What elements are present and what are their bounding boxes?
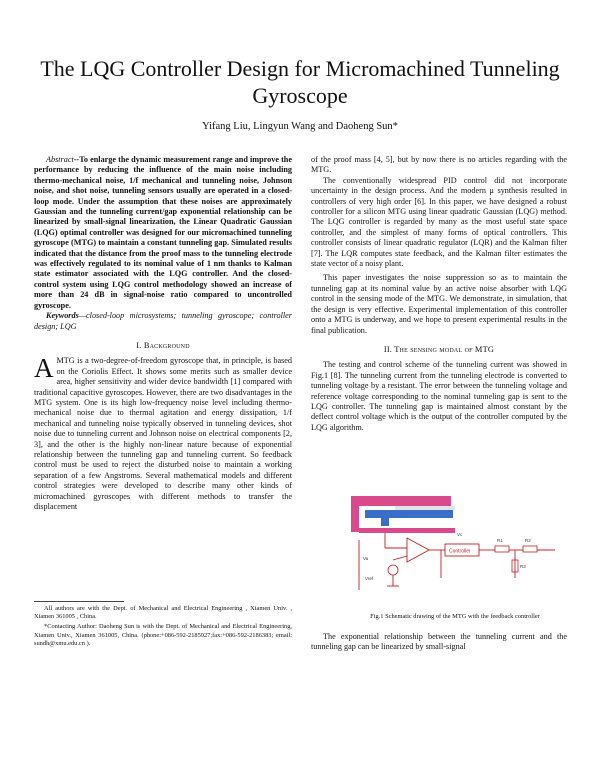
right-paragraph-0: of the proof mass [4, 5], but by now there is no articles regarding with the MTG. (311, 155, 567, 175)
background-text: MTG is a two-degree-of-freedom gyroscope that, in principle, is based on the Coriolis Effect. It shows some merits such as smaller device area, higher sensitivity and wider device bandwidth [1] compared with traditional capacitive gyroscopes. However, there are two disadvantages in the MTG system. One is its high low-frequency noise level including thermo-mechanical noise due to thermal agitation and energy dissipation, 1/f mechanical and tunneling noise typically observed in tunneling devices, shot noise due to tunneling current and Johnson noise on electrical components [2, 3], and the other is the highly non-linear nature because of exponential relationship between the tunneling gap and tunneling current. So feedback control must be used to reject the disturbed noise to maintain a working separation of a few Angstroms. Several mathematical models and different control strategies were developed to describe many other kinds of micromachined gyroscopes with different methods to transfer the displacement (34, 356, 292, 511)
label-va: Va (363, 556, 369, 561)
resistor-r2 (523, 546, 537, 552)
right-paragraph-3: The testing and control scheme of the tunneling current was showed in Fig.1 [8]. The tunneling current from the tunneling electrode is converted to tunneling voltage by a resistant. The error between the tunneling voltage and reference voltage corresponding to the nominal tunneling gap is sent to the LQG controller. The tunneling gap is maintained almost constant by the deflect control voltage which is the output of the controller computed by the LQG algorithm. (311, 360, 567, 432)
wire-9 (393, 556, 407, 560)
top-electrode (351, 496, 451, 506)
background-paragraph (34, 353, 292, 512)
author-line: Yifang Liu, Lingyun Wang and Daoheng Sun* (202, 121, 398, 132)
label-r2: R2 (525, 538, 531, 543)
label-vref: Vref (365, 576, 374, 581)
bottom-electrode (359, 528, 455, 533)
figure-1-caption: Fig.1 Schematic drawing of the MTG with the feedback controller (370, 613, 540, 620)
drop-cap: A (34, 353, 54, 384)
keywords (34, 311, 292, 332)
voltage-source-icon (388, 565, 398, 575)
label-r3: R3 (520, 564, 526, 569)
left-column (34, 155, 292, 512)
right-paragraph-4: The exponential relationship between the tunneling current and the tunneling gap can be linearized by small-signal (311, 632, 567, 652)
paper-title: The LQG Controller Design for Micromachined Tunneling Gyroscope (40, 56, 560, 108)
abstract (34, 155, 292, 311)
controller-label: Controller (449, 548, 471, 555)
gap-region (395, 506, 455, 510)
left-anchor (351, 506, 359, 532)
footnote-affiliation: All authors are with the Dept. of Mechanical and Electrical Engineering , Xiamen Univ. , Xiamen 361005 , China. (34, 605, 292, 621)
footnote-rule (34, 601, 124, 602)
section-heading-sensing-modal: II. The sensing modal of MTG (383, 344, 495, 354)
op-amp (407, 538, 429, 562)
right-paragraph-1: The conventionally widespread PID control did not incorporate uncertainty in the design process. And the modern μ synthesis resulted in controllers of very high order [6]. In this paper, we have designed a robust controller for a silicon MTG using linear quadratic Gaussian (LQG) method. The LQG controller is regarded by many as the most useful state space controller, and the simplest of many forms of optical controllers. This controller consists of linear quadratic regulator (LQR) and the Kalman filter [7]. The LQR computes state feedback, and the Kalman filter estimates the state vector of a noisy plant. (311, 175, 567, 269)
abstract-text: --To enlarge the dynamic measurement range and improve the performance by reducing the influence of the main noise including thermo-mechanical noise, 1/f mechanical and tunneling noise, Johnson noise, and shot noise, tunneling sensors usually are operated in a closed-loop mode. Under the assumption that these noises are approximately Gaussian and the tunneling current/gap exponential relationship can be linearized by small-signal linearization, the Linear Quadratic Gaussian (LQG) optimal controller was designed for our micromachined tunneling gyroscope (MTG) to maintain a constant tunneling gap. Simulated results indicated that the distance from the proof mass to the tunneling electrode was effectively regulated to its nominal value of 1 nm thanks to Kalman state estimator associated with the LQG controller. And the closed-control system using LQG control methodology showed an increase of more than 24 dB in signal-noise ratio compared to uncontrolled gyroscope. (34, 155, 292, 310)
tunneling-tip (381, 518, 389, 526)
label-vc: Vc (457, 532, 463, 537)
footnote-contact: *Contacting Author: Daoheng Sun is with the Dept. of Mechanical and Electrical Engineering, Xiamen Univ., Xiamen 361005, China. (phone:+086-592-2185927;fax:+086-592-2186383; email: sundh@xmu.edu.cn ). (34, 623, 292, 647)
figure-1-schematic (345, 490, 573, 600)
footnotes (34, 601, 292, 650)
label-r1: R1 (497, 538, 503, 543)
proof-mass (365, 510, 453, 518)
keywords-label: Keywords (46, 311, 79, 321)
right-paragraph-2: This paper investigates the noise suppression so as to maintain the tunneling gap at its nominal value by an active noise absorber with LQG control in the sensing mode of the MTG. We demonstrate, in simulation, that the design is very effective. Experimental implementation of this controller onto a MTG is underway, and we hope to present experimental results in the final publication. (311, 273, 567, 335)
keywords-text: —closed-loop microsystems; tunneling gyroscope; controller design; LQG (34, 311, 292, 331)
abstract-label: Abstract (46, 155, 74, 164)
right-column (311, 155, 567, 433)
section-heading-background: I. Background (136, 340, 190, 350)
resistor-r1 (495, 546, 509, 552)
